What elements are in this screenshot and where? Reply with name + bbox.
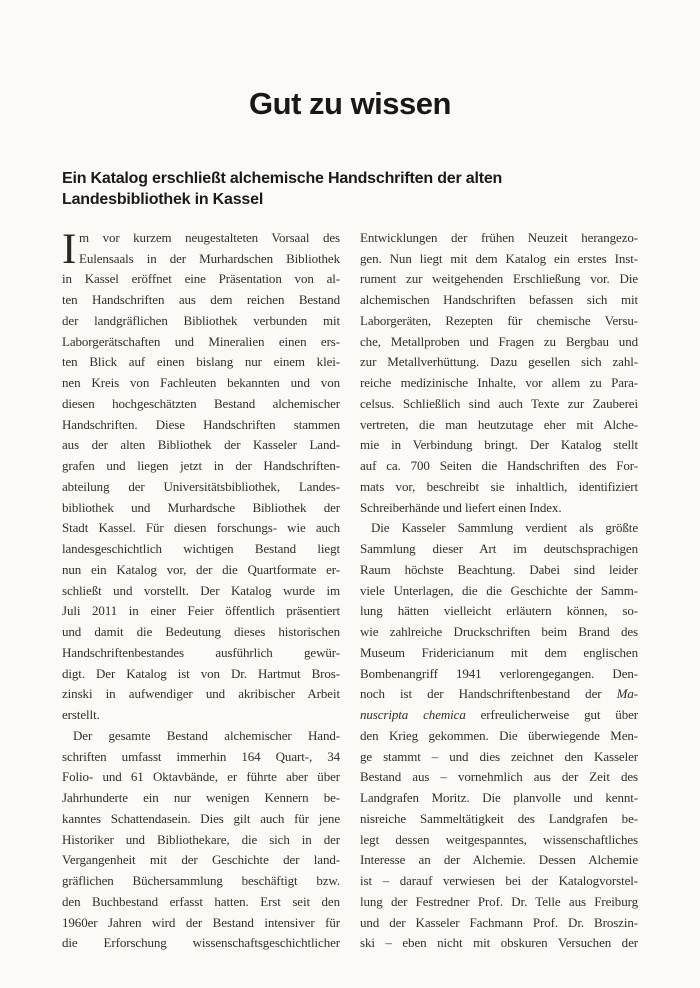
text-line: Bombenangriff 1941 verlorengegangen. Den- (360, 665, 638, 681)
text-line: mats vor, beschreibt sie inhaltlich, identifiziert (360, 478, 638, 494)
text-line: lung der Festredner Prof. Dr. Telle aus Freiburg (360, 893, 638, 909)
text-line: Vergangenheit mit der Geschichte der land- (62, 852, 340, 868)
text-line: Juli 2011 in einer Feier öffentlich präsentiert (62, 603, 340, 619)
text-line: abteilung der Universitätsbibliothek, Landes- (62, 478, 340, 494)
text-line: Landesbibliothek in Kassel (62, 190, 264, 208)
text-line: legt dessen weitgespanntes, wissenschaftliches (360, 831, 638, 847)
text-line: Folio- und 61 Oktavbände, er führte aber über (62, 769, 340, 785)
text-line: auf ca. 700 Seiten die Handschriften des For- (360, 458, 638, 474)
text-line: Handschriften. Diese Handschriften stammen (62, 416, 340, 432)
text-line: ten Handschriften aus dem reichen Bestand (62, 292, 340, 308)
text-line: den Krieg gekommen. Die überwiegende Men- (360, 727, 638, 743)
text-line: zinski in aufwendiger und akribischer Arbeit (62, 686, 340, 702)
text-line: Jahrhunderte ein nur wenigen Kennern be- (62, 790, 340, 806)
text-line: Ein Katalog erschließt alchemische Handschriften der alten (62, 169, 503, 187)
text-line: und der Kasseler Fachmann Prof. Dr. Broszin- (360, 914, 638, 930)
text-line: Die Kasseler Sammlung verdient als größte (371, 520, 638, 536)
text-line: Museum Fridericianum mit dem englischen (360, 644, 638, 660)
page-title: Gut zu wissen (249, 85, 451, 121)
text-line: in Kassel eröffnet eine Präsentation von al- (62, 271, 340, 287)
text-line: noch ist der Handschriftenbestand der Ma- (360, 686, 638, 702)
text-line: zur Metallverhüttung. Dazu gesellen sich zahl- (360, 354, 638, 370)
text-line: kanntes Schattendasein. Dies gilt auch für jene (62, 810, 340, 826)
text-line: schriften umfasst immerhin 164 Quart-, 34 (62, 748, 340, 764)
text-line: landesgeschichtlich wichtigen Bestand liegt (62, 541, 340, 557)
text-line: die Erforschung wissenschaftsgeschichtlicher (62, 935, 340, 951)
text-line: Sammlung dieser Art im deutschsprachigen (360, 541, 638, 557)
column-right-lines (360, 228, 638, 954)
text-line: Bestand aus – vornehmlich aus der Zeit des (360, 769, 638, 785)
text-line: 1960er Jahren wird der Bestand intensiver für (62, 914, 340, 930)
text-line: che, Metallproben und Fragen zu Bergbau und (360, 333, 638, 349)
drop-cap: I (62, 225, 77, 273)
text-line: rument zur weitgehenden Erschließung vor. Die (360, 271, 638, 287)
text-line: nen Kreis von Fachleuten bekannten und von (62, 375, 340, 391)
text-line: gen. Nun liegt mit dem Katalog ein erstes Inst- (360, 250, 638, 266)
text-line: Stadt Kassel. Für diesen forschungs- wie auch (62, 520, 340, 536)
text-line: bibliothek und Murhardsche Bibliothek der (62, 499, 340, 515)
text-line: und damit die Bedeutung dieses historischen (62, 624, 340, 640)
text-line: schließt und vorstellt. Der Katalog wurde im (62, 582, 340, 598)
text-line: gräflichen Büchersammlung beschäftigt bzw. (62, 873, 340, 889)
text-line: den Buchbestand erfasst hatten. Erst seit den (62, 893, 340, 909)
text-line: nuscripta chemica erfreulicherweise gut über (360, 707, 638, 723)
text-line: ten Blick auf einen bislang nur einem klei- (62, 354, 340, 370)
text-line: Handschriftenbestandes ausführlich gewür- (62, 644, 340, 660)
text-line: ist – darauf verwiesen bei der Katalogvorstel- (360, 873, 638, 889)
text-line: ski – eben nicht mit obskuren Versuchen der (360, 935, 638, 951)
text-line: Laborgeräten, Rezepten für chemische Versu- (360, 312, 638, 328)
text-line: der landgräflichen Bibliothek verbunden mit (62, 312, 340, 328)
column-left-lines (62, 225, 340, 954)
text-line: mie in Verbindung bringt. Der Katalog stellt (360, 437, 638, 453)
text-line: diesen hochgeschätzten Bestand alchemischer (62, 395, 340, 411)
text-line: grafen und liegen jetzt in der Handschriften- (62, 458, 340, 474)
text-line: nun ein Katalog vor, der die Quartformate er- (62, 561, 340, 577)
column-left (62, 225, 340, 954)
text-line: Raum höchste Beachtung. Dabei sind leider (360, 561, 638, 577)
text-line: viele Unterlagen, die die Geschichte der Samm- (360, 582, 638, 598)
article-heading (62, 168, 638, 210)
text-line: erstellt. (62, 707, 100, 723)
text-line: lung hätten vielleicht erläutern können, so- (360, 603, 638, 619)
text-line: nisreiche Sammeltätigkeit des Landgrafen be- (360, 810, 638, 826)
text-line: digt. Der Katalog ist von Dr. Hartmut Bros- (62, 665, 340, 681)
text-line: Schreiberhände und liefert einen Index. (360, 499, 562, 515)
text-line: Eulensaals in der Murhardschen Bibliothek (79, 250, 340, 266)
column-right (360, 228, 638, 954)
text-line: Historiker und Bibliothekare, die sich in der (62, 831, 340, 847)
text-line: Laborgerätschaften und Mineralien einen ers- (62, 333, 340, 349)
text-line: Entwicklungen der frühen Neuzeit herangezo- (360, 229, 638, 245)
text-line: ge stammt – und dies zeichnet den Kasseler (360, 748, 638, 764)
text-line: Interesse an der Alchemie. Dessen Alchemie (360, 852, 638, 868)
article-columns (62, 225, 638, 954)
text-line: m vor kurzem neugestalteten Vorsaal des (79, 229, 340, 245)
text-line: reiche medizinische Inhalte, vor allem zu Para- (360, 375, 638, 391)
text-line: aus der alten Bibliothek der Kasseler Land- (62, 437, 340, 453)
text-line: Landgrafen Moritz. Die planvolle und kennt- (360, 790, 638, 806)
text-line: vertreten, die man heutzutage eher mit Alche- (360, 416, 638, 432)
text-line: Der gesamte Bestand alchemischer Hand- (73, 727, 340, 743)
text-line: wie zahlreiche Druckschriften beim Brand des (360, 624, 638, 640)
text-line: alchemischen Handschriften befassen sich mit (360, 292, 638, 308)
text-line: celsus. Schließlich sind auch Texte zur Zauberei (360, 395, 638, 411)
